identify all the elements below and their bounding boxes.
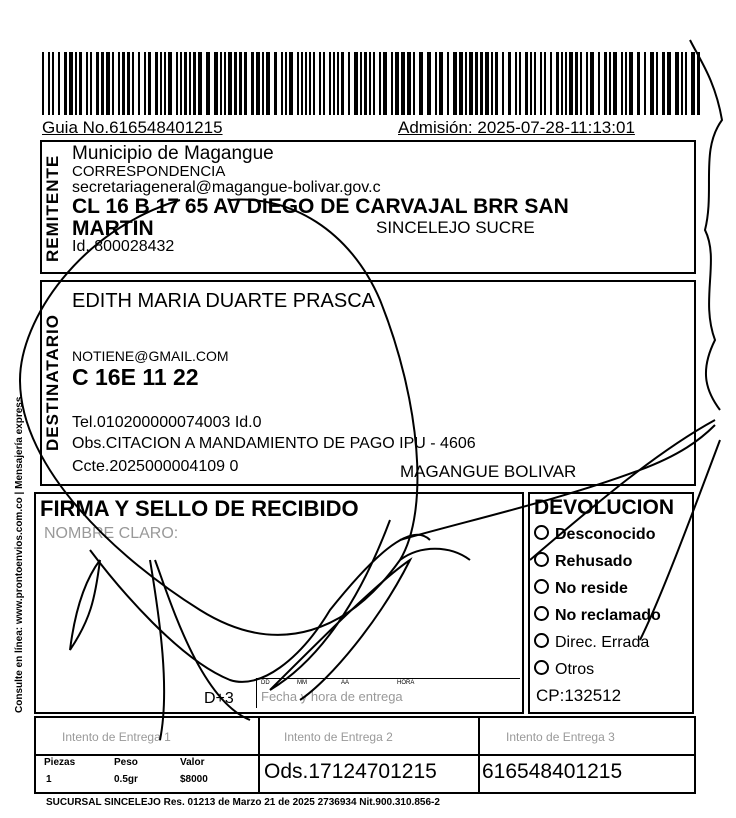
barcode-graphic: [42, 52, 700, 115]
destinatario-city: MAGANGUE BOLIVAR: [400, 462, 577, 481]
radio-circle-icon: [534, 579, 549, 594]
mini-aa: AA: [341, 680, 350, 686]
remitente-address: CL 16 B 17 65 AV DIEGO DE CARVAJAL BRR SAN: [72, 195, 569, 218]
radio-circle-icon: [534, 606, 549, 621]
piezas-header: Piezas: [44, 757, 76, 768]
destinatario-email: NOTIENE@GMAIL.COM: [72, 348, 229, 364]
destinatario-tel: Tel.010200000074003 Id.0: [72, 414, 262, 431]
remitente-id: Id. 800028432: [72, 238, 175, 255]
option-otros[interactable]: Otros: [534, 656, 661, 683]
side-text: Consulte en línea: www.prontoenvios.com.co | Mensajería express: [14, 396, 25, 714]
peso-value: 0.5gr: [114, 774, 138, 785]
guia-number-label: Guia No.616548401215: [42, 118, 223, 137]
mini-hora: HORA: [397, 680, 415, 686]
option-direc-errada[interactable]: Direc. Errada: [534, 629, 661, 656]
remitente-name: Municipio de Magangue: [72, 143, 274, 164]
option-desconocido[interactable]: Desconocido: [534, 521, 661, 548]
destinatario-name: EDITH MARIA DUARTE PRASCA: [72, 290, 376, 312]
intento-3-label: Intento de Entrega 3: [506, 730, 615, 744]
remitente-dept: CORRESPONDENCIA: [72, 163, 226, 180]
intento-2-label: Intento de Entrega 2: [284, 730, 393, 744]
ods-number: Ods.17124701215: [264, 760, 437, 783]
devolucion-cp: CP:132512: [536, 686, 622, 705]
remitente-address-line2: MARTIN: [72, 217, 154, 240]
radio-circle-icon: [534, 525, 549, 540]
peso-header: Peso: [114, 757, 138, 768]
remitente-label: REMITENTE: [43, 154, 62, 262]
piezas-value: 1: [46, 774, 52, 785]
fecha-box: [256, 678, 520, 708]
mini-mm: MM: [297, 680, 307, 686]
d3-label: D+3: [204, 690, 234, 707]
destinatario-label: DESTINATARIO: [43, 314, 62, 452]
remitente-details: [72, 144, 692, 257]
fecha-label: Fecha y hora de entrega: [261, 689, 403, 704]
mini-dd: DD: [261, 680, 270, 686]
destinatario-obs: Obs.CITACION A MANDAMIENTO DE PAGO IPU - 4606: [72, 435, 476, 452]
valor-value: $8000: [180, 774, 208, 785]
footer-text: SUCURSAL SINCELEJO Res. 01213 de Marzo 21 de 2025 2736934 Nit.900.310.856-2: [46, 797, 440, 808]
radio-circle-icon: [534, 552, 549, 567]
destinatario-ccte: Ccte.2025000004109 0: [72, 458, 239, 475]
option-no-reclamado[interactable]: No reclamado: [534, 602, 661, 629]
destinatario-address: C 16E 11 22: [72, 364, 199, 390]
devolucion-title: DEVOLUCION: [534, 496, 675, 519]
firma-title: FIRMA Y SELLO DE RECIBIDO: [40, 496, 359, 521]
radio-circle-icon: [534, 660, 549, 675]
option-rehusado[interactable]: Rehusado: [534, 548, 661, 575]
remitente-city: SINCELEJO SUCRE: [376, 218, 535, 237]
remitente-email: secretariageneral@magangue-bolivar.gov.c: [72, 179, 381, 196]
intento-1-label: Intento de Entrega 1: [62, 730, 171, 744]
nombre-claro-label: NOMBRE CLARO:: [44, 525, 179, 542]
radio-circle-icon: [534, 633, 549, 648]
devolucion-options: [534, 521, 661, 683]
option-no-reside[interactable]: No reside: [534, 575, 661, 602]
valor-header: Valor: [180, 757, 205, 768]
barcode: [42, 52, 700, 115]
admision-timestamp: Admisión: 2025-07-28-11:13:01: [398, 118, 635, 137]
guia-number-large: 616548401215: [482, 760, 623, 783]
